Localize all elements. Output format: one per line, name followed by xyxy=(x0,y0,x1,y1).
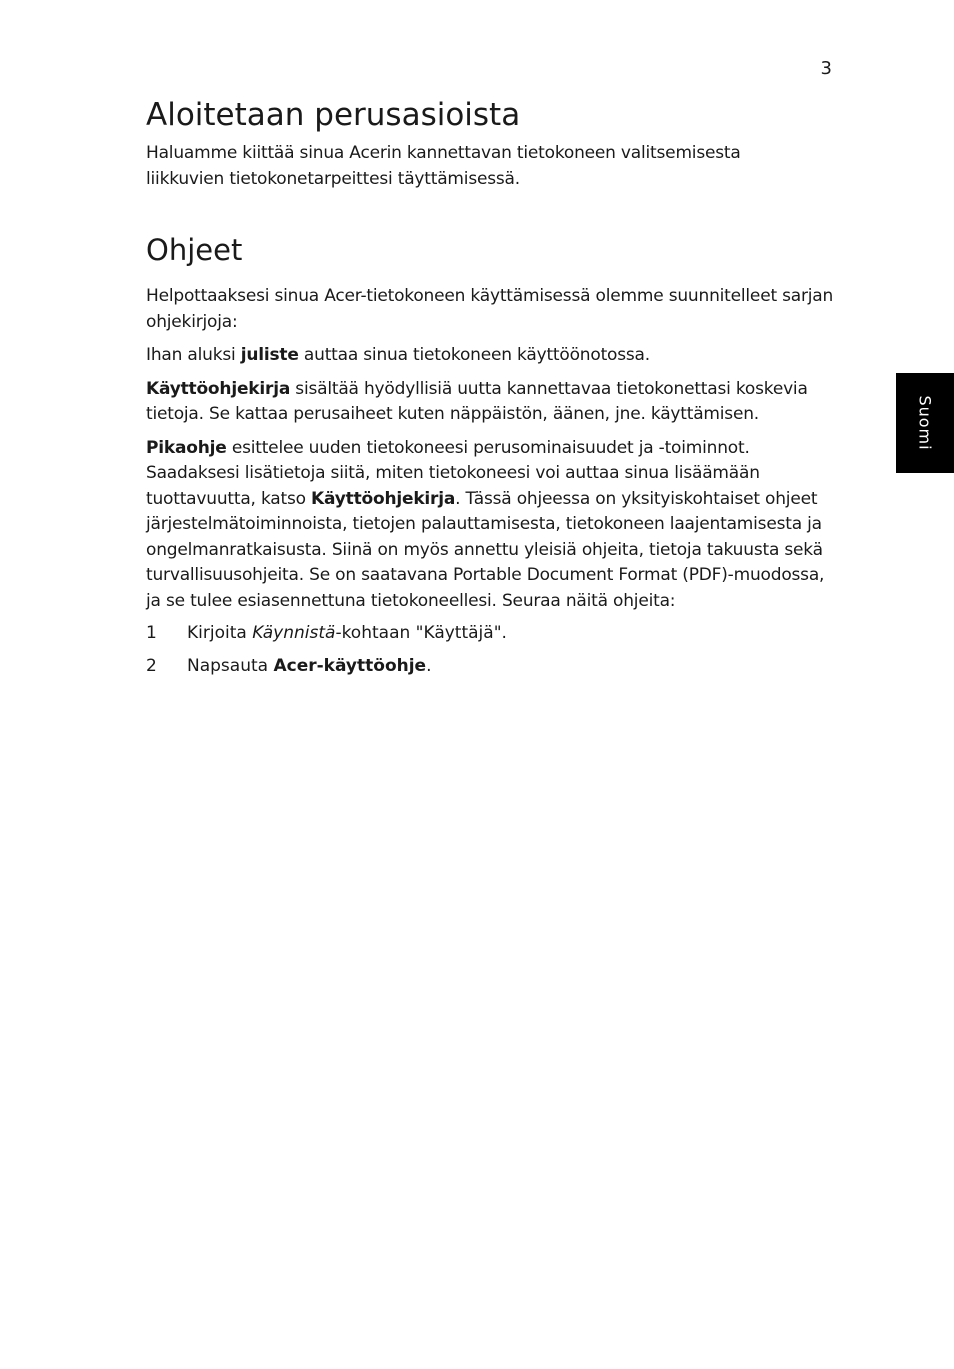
section-heading-basics: Aloitetaan perusasioista xyxy=(146,97,521,133)
poster-text-before: Ihan aluksi xyxy=(146,345,241,365)
intro-line-1: Haluamme kiittää sinua Acerin kannettavan tietokoneen valitsemisesta xyxy=(146,143,741,163)
step-text-before: Napsauta xyxy=(187,655,274,676)
intro-paragraph xyxy=(146,140,836,192)
guides-intro-paragraph: Helpottaaksesi sinua Acer-tietokoneen käyttämisessä olemme suunnitelleet sarjan ohjekirjoja: xyxy=(146,286,834,332)
section-heading-guides: Ohjeet xyxy=(146,233,243,267)
step-bold-term: Acer-käyttöohje xyxy=(273,655,427,676)
language-tab xyxy=(896,373,954,473)
step-italic-term: Käynnistä xyxy=(252,623,336,643)
quick-guide-term: Pikaohje xyxy=(146,437,227,458)
page-number: 3 xyxy=(820,58,832,79)
steps-list xyxy=(146,621,836,679)
step-text-after: . xyxy=(426,655,432,676)
language-tab-label: Suomi xyxy=(915,395,935,451)
step-number: 2 xyxy=(146,655,157,676)
user-guide-text: sisältää hyödyllisiä uutta kannettavaa tietokonettasi koskevia tietoja. Se kattaa perusaiheet kuten näppäistön, äänen, jne. käyttämisen. xyxy=(146,378,808,424)
quick-guide-text-1: esittelee uuden tietokoneesi perusominaisuudet ja -toiminnot. Saadaksesi lisätietoja siitä, miten tietokoneesi voi auttaa sinua lisäämään tuottavuutta, katso xyxy=(146,437,760,509)
intro-line-2: liikkuvien tietokonetarpeittesi täyttämisessä. xyxy=(146,169,520,189)
user-guide-reference: Käyttöohjekirja xyxy=(311,488,456,509)
user-guide-paragraph xyxy=(146,377,836,428)
step-number: 1 xyxy=(146,623,157,643)
page-content xyxy=(146,94,836,686)
poster-term: juliste xyxy=(240,345,299,365)
user-guide-term: Käyttöohjekirja xyxy=(146,378,291,399)
list-item xyxy=(146,654,836,680)
poster-text-after: auttaa sinua tietokoneen käyttöönotossa. xyxy=(298,345,650,365)
poster-paragraph xyxy=(146,343,836,369)
list-item xyxy=(146,621,836,647)
quick-guide-paragraph xyxy=(146,436,836,615)
step-text-after: -kohtaan "Käyttäjä". xyxy=(335,623,507,643)
quick-guide-text-2: . Tässä ohjeessa on yksityiskohtaiset ohjeet järjestelmätoiminnoista, tietojen palauttamisesta, tietokoneen laajentamisesta ja ongelmanratkaisusta. Siinä on myös annettu yleisiä ohjeita, tietoja takuusta sekä turvallisuusohjeita. Se on saatavana Portable Document Format (PDF)-muodossa, ja se tulee esiasennettuna tietokoneellesi. Seuraa näitä ohjeita: xyxy=(146,488,825,611)
step-text-before: Kirjoita xyxy=(187,623,253,643)
step-text xyxy=(187,654,432,680)
step-text xyxy=(187,621,507,647)
